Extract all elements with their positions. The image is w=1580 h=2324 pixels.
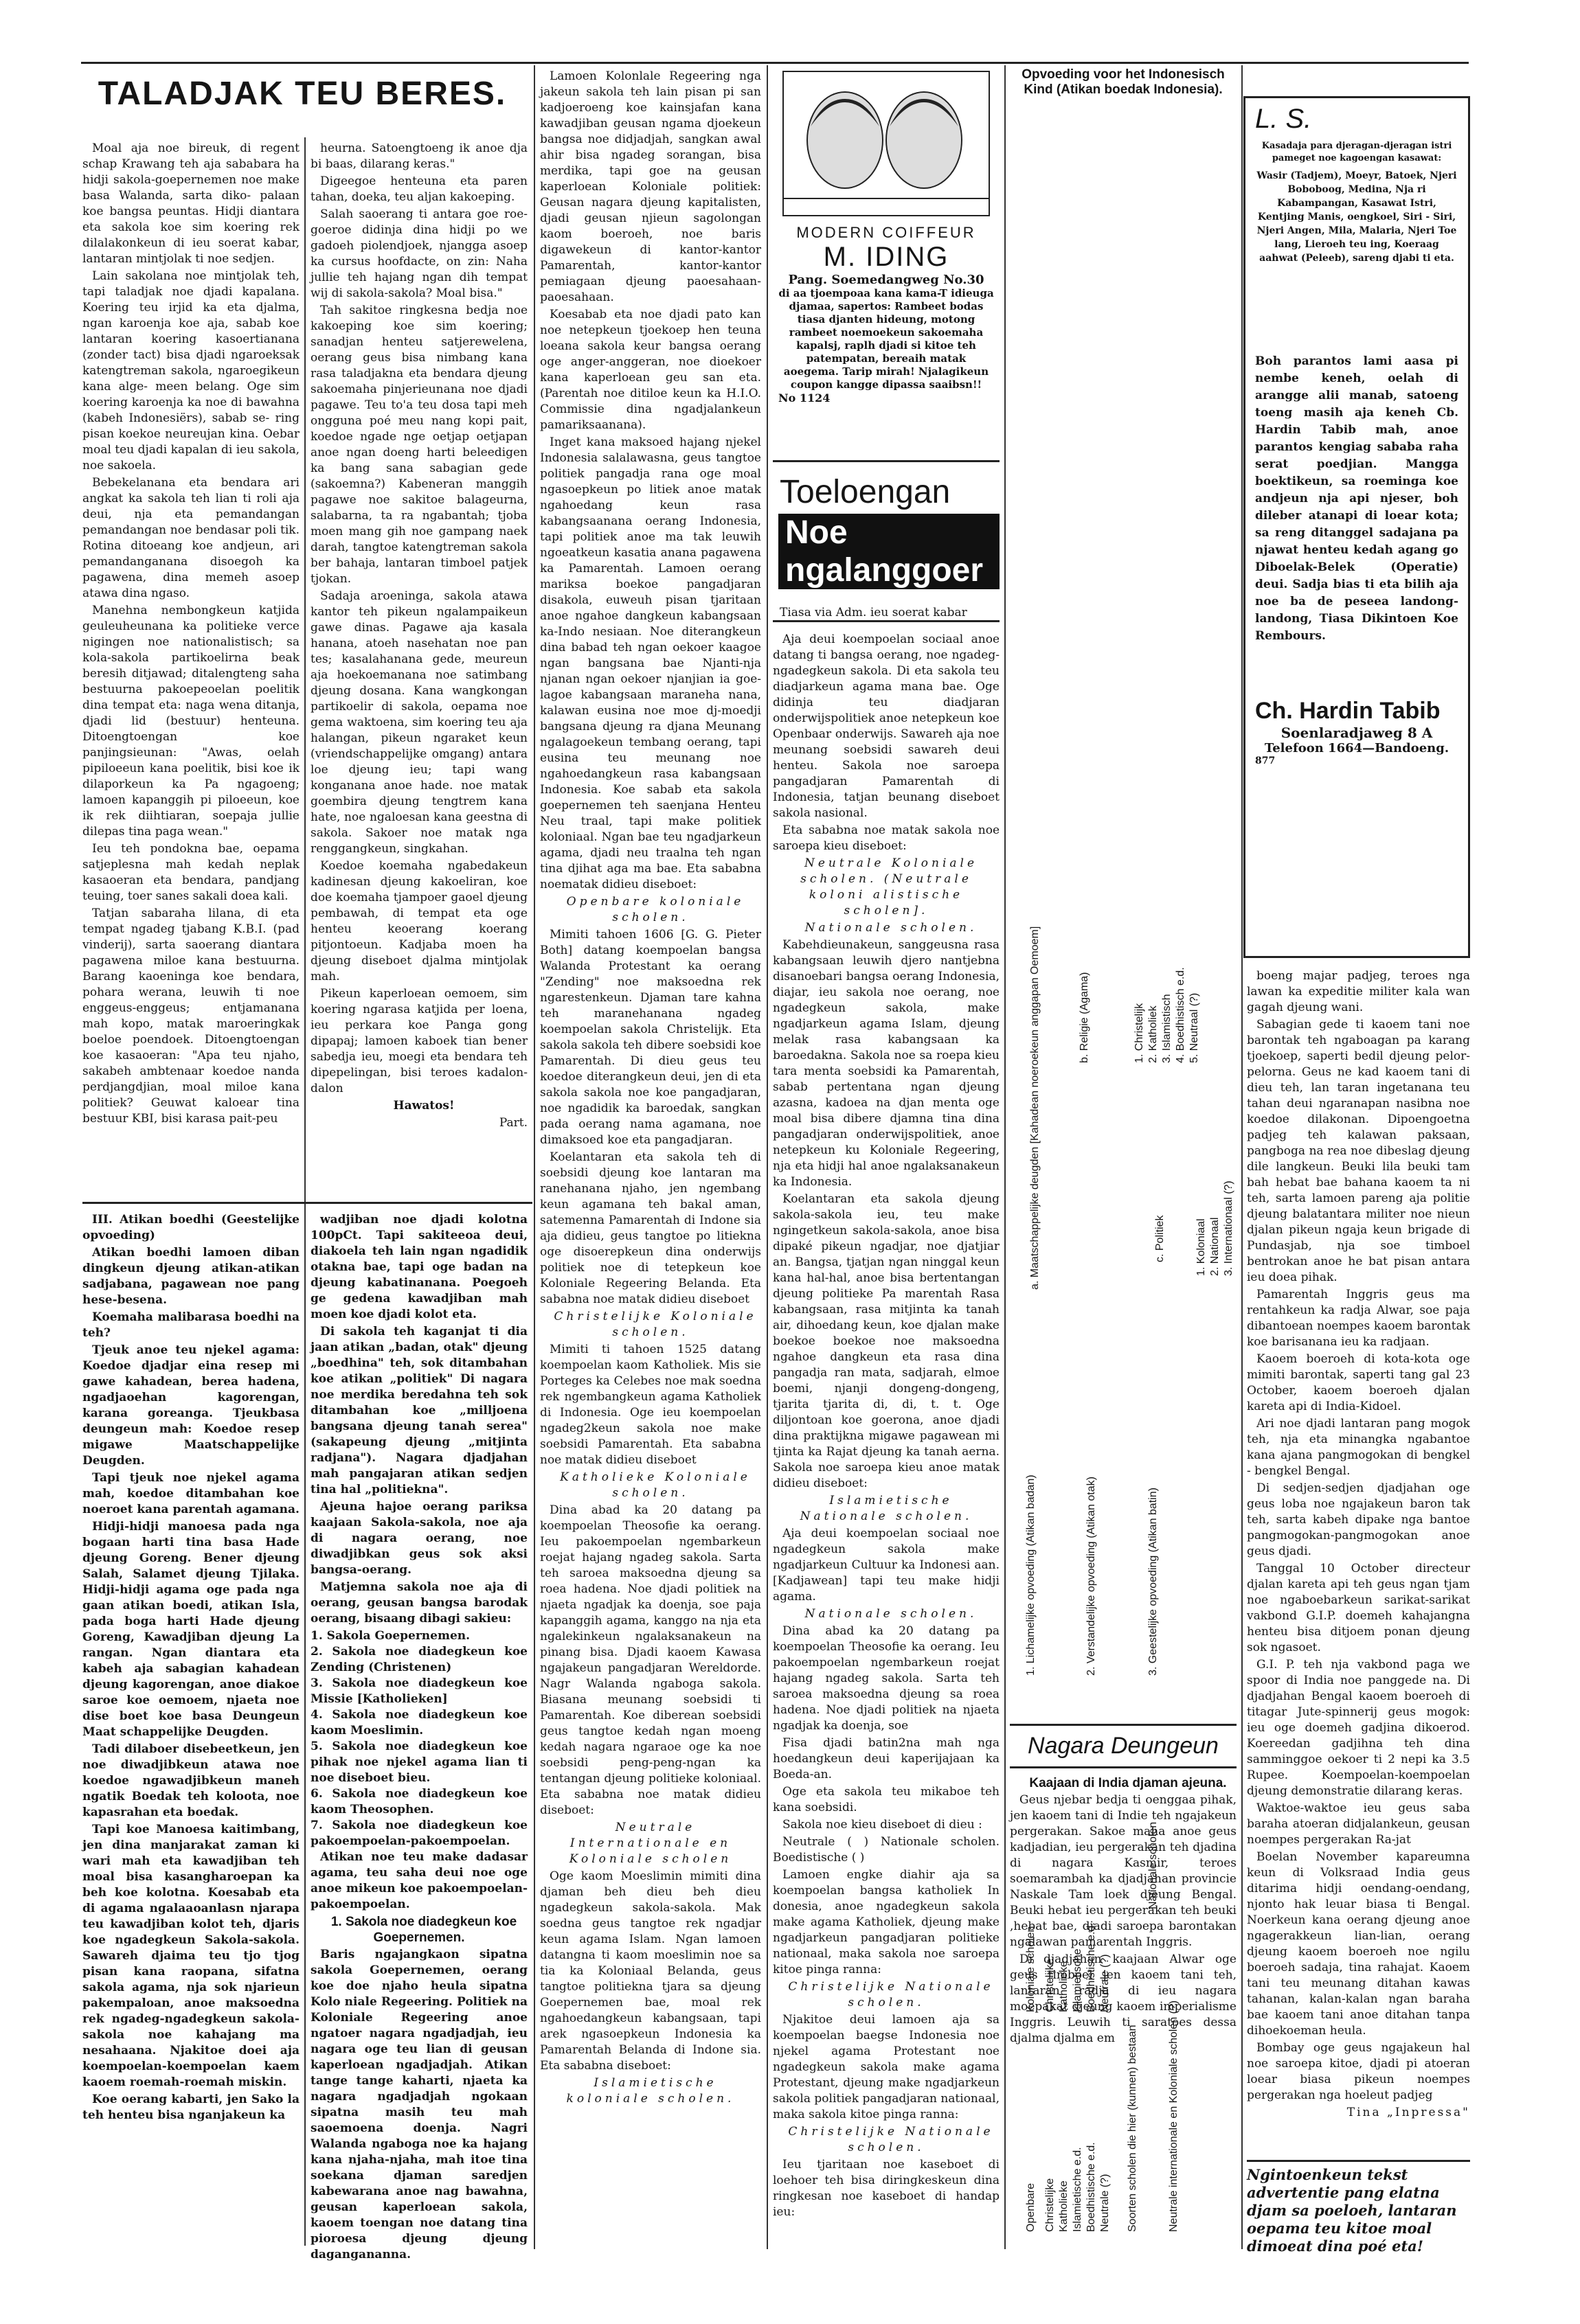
article-paragraph: Tah sakitoe ringkesna bedja noe kakoeping koe sim koering; sanadjan henteu satjerewelena, oerang geus bisa nimbang kana rasa taladjakna eta bendara djeung sakoemaha pinjerieunana noe djadi pagawe. Teu to'a teu dosa tapi meh ongguna poé meu nang kopi pait, koedoe ngade nge oetjap oetjapan anoe ngan doeng harti beleedigen ka bang sana sabagian gede (sakoemna?) Kabeneran manggih pagawe noe sakitoe balageurna, salabarna, ta ra ngabantah; tjoba moen mang gih noe gampang naek darah, tangtoe katengtreman sakola ber bahaja, lantaran timboel patjek tjokan. xyxy=(311,304,528,586)
article-paragraph: Geus njebar bedja ti oenggaa pihak, jen kaoem tani di Indie teh ngajakeun pergerakan. Sakoe maha anoe geus kadjadian, ieu pergerakan teh djadina di nagara Kasmir, teroes soemarambah ka djadjahan provincie Naskale Tam loek djeung Bengal. Beuki hebat ieu pergerakan teh beuki ,hebat bae, djadi saroepa barontakan ngalawan pamarentah Inggris. xyxy=(1010,1793,1237,1949)
article-paragraph: Baris ngajangkaon sipatna sakola Goepernemen, oerang koe doe njaho heula sipatna Kolo niale Regeering. Politiek na Koloniale Regeering anoe ngatoer nagara ngadjadjah, ieu nagara oge teu lian di geusan kaperloean ngadjadjah. Atikan tange tange kaharti, njaeta ka nagara ngadjadjah ngokaan sipatna masih teu mah saoemoena doenja. Nagri Walanda ngaboga noe ka hajang kana njaha-njaha, mah itoe tina soekana djaman saredjen kabewarana anoe nag bawahna, geusan kaperloean sakola, kaoem toengan noe datang tina pioroesa djeung djeung dagangananna. xyxy=(311,1948,528,2262)
article-paragraph: Oge kaom Moeslimin mimiti dina djaman beh dieu beh dieu ngadegkeun sakola-sakola. Mak soedna geus tangtoe rek ngadjar keun agama Islam. Ngan lamoen datangna ti kaom moeslimin noe sa tia ka Koloniaal Belanda, geus tangtoe politiekna tjara sa djeung Goepernemen bae, moal rek ngahoedangkeun kabangsaan, tapi arek ngasoepkeun Indonesia ka Pamarentah Belanda di Indone sia. Eta sababna diseboet: xyxy=(540,1869,761,2073)
list-item: 6. Sakola noe diadegkeun koe kaom Theosophen. xyxy=(311,1787,528,1816)
footer-note: Ngintoenkeun tekst advertentie pang elatna djam sa poeloeh, lantaran oepama teu kitoe moal dimoeat dina poé eta! xyxy=(1247,2166,1457,2255)
toeloengan-title: Toeloengan xyxy=(780,474,951,510)
article-col3 xyxy=(540,69,761,2246)
section-heading: Islamietische Nationale scholen. xyxy=(800,1494,973,1523)
table-label: Soorten scholen die hier (kunnen) bestaan xyxy=(1127,2025,1138,2232)
ls-number: 877 xyxy=(1255,755,1276,766)
ls-telefoon: Telefoon 1664—Bandoeng. xyxy=(1264,741,1449,755)
article-paragraph: Dina abad ka 20 datang pa koempoelan Theosofie ka oerang. Ieu pakoempoelan ngembarkeun roejat hajang ngadeg sakola. Sarta teh saroea maksoedna djeung sa roea hadena. Noe djadi politiek na njaeta ngadjak ka doenja, soe paja kapanggih agama, kanggo na nja eta ngalekinkeun ngalaksanakeun na pinang bisa. Djadi kaoem Kawasa ngajakeun pangadjaran Wereldorde. Nagr Walanda ngaboga sakola. Biasana meunang soebsidi ti Pamarentah. Koe diberean soebsidi geus tangtoe kedah ngan moeng kedah nagara ngaraoe oge ka noe soebsidi peng-peng-ngan ka tentangan djeung politieke koloniaal. Eta sababna noe matak didieu diseboet: xyxy=(540,1503,761,1817)
article-paragraph: Manehna nembongkeun katjida geuleuheunana ka politieke verce nigingen noe nationalistisch; sa kola-sakola partikoelirna beak beresih ditjawad; ditalengteng saha bestuurna pakoepeoelan poelitik dina tempat eta: naga wena ditanja, djadi lid (bestuur) henteuna. Ditoengtoengan koe panjingsieunan: "Awas, oelah pipiloeeun kana poelitik, bisi koe ik dilaporkeun ka Pa ngagoeng; lamoen kapanggih pi piloeeun, koe ik rek diihtiaran, soepaja jullie dilepas tina paga wean." xyxy=(82,604,300,839)
section-heading: III. Atikan boedhi (Geestelijke opvoeding) xyxy=(82,1213,300,1242)
article-paragraph: Dina abad ka 20 datang pa koempoelan Theosofie ka oerang. Ieu pakoempoelan ngembarkeun roejat hajang ngadeg sakola. Sarta teh saroea maksoedna djeung sa roea hadena. Noe djadi politiek na njaeta ngadjak ka doenja, soe xyxy=(773,1624,1000,1733)
section-heading: Nationale scholen. xyxy=(804,921,978,935)
footer-note-box xyxy=(1247,2160,1470,2255)
article-paragraph: Matjemna sakola noe aja di oerang, geusan bangsa barodak oerang, bisaang dibagi sakieu: xyxy=(311,1580,528,1626)
article-paragraph: Tjeuk anoe teu njekel agama: Koedoe djadjar eina resep mi gawe kahadean, berea hadena, ngadjaoehan kagorengan, karana goreanga. Tjeukbasa deungeun mah: Koedoe resep migawe Maatschappelijke Deugden. xyxy=(82,1343,300,1468)
nagara-deungeun-header: Nagara Deungeun xyxy=(1028,1733,1219,1759)
article-paragraph: Tatjan sabaraha lilana, di eta tempat ngadeg tjabang K.B.I. (pad vinderij), sarta saoerang diantara pagawena miloe kana bestuurna. Barang kaoeninga koe bendara, pohara werana, leuwih ti noe enggeus-enggeus; entjamanana mah kopo, matak maroeringkak boeloe poendoek. Ditoengtoengan koe kasaoeran: "Apa teu njaho, sakabeh ambtenaar koedoe nanda perdjangdjian, moal miloe kana politiek? Geuwat kaloear tina bestuur KBI, bisi karasa pait-peu xyxy=(82,907,300,1126)
table-label: Openbare xyxy=(1025,2183,1037,2232)
section-heading: Christelijke Nationale scholen. xyxy=(788,2125,994,2154)
rotated-line: 1. Koloniaal xyxy=(1195,1218,1207,1276)
article-signature: Part. xyxy=(499,1116,528,1130)
article-paragraph: Sakola noe kieu diseboet di dieu : xyxy=(782,1818,982,1832)
article-paragraph: Di djadjahan kaajaan Alwar oge geus timboel jen kaoem tani teh, lantaran radja di ieu nagara moepakat djeung kaoem imperialisme Inggris. Leuwih ti saratoes dessa djalma djalma em xyxy=(1010,1952,1237,2045)
section-heading: Katholieke Koloniale scholen. xyxy=(560,1470,751,1500)
article-paragraph: wadjiban noe djadi kolotna 100pCt. Tapi sakiteeoa deui, diakoela teh lain ngan ngadidik otakna bae, tapi oge badan na djeung kabatinanana. Poegoeh ge gedena kawadjiban mah moen koe djadi kolot eta. xyxy=(311,1213,528,1321)
table-label: Christelijke xyxy=(1044,2178,1056,2232)
rotated-line: a. Maatschappelijke deugden [Kahadean noeroekeun anggapan Oemoem] xyxy=(1029,926,1041,1290)
rotated-line: 5. Neutraal (?) xyxy=(1188,992,1200,1063)
article-paragraph: Pikeun kaperloean oemoem, sim koering ngarasa katjida per loena, ieu perkara koe Panga gong dipapaj; lamoen kaboek tian bener sabedja ieu, moegi eta bendara teh dipepelingan, bisi teroes kadalon-dalon xyxy=(311,987,528,1095)
toeloengan-subtitle: Noe ngalanggoer xyxy=(778,514,1000,589)
article-paragraph: Inget kana maksoed hajang njekel Indonesia salalawasna, geus tangtoe politiek pangadja rana oge moal ngasoepkeun po litiek anoe matak ngahoedang keun rasa kabangsaanana oerang Indonesia, tapi politiek anoe ma tak leuwih ngoeatkeun kasatia anana pagawena ka Pamarentah. Lamoen oerang mariksa boekoe pangadjaran disakola, euweuh pisan tjaritaan anoe ngahoe dangkeun kabangsaan ka-Indo nesiaan. Noe diterangkeun dina babad teh ngan oekoer kaagoe ngan bangsana bae Njanti-nja njanan ngan oekoer njanjian ia goe-lagoe kabangsaan maraneha nana, kalawan eusina noe moe dj-moedji bangsana djeung ra djana Meunang ngalagoekeun tembang oerang, tapi eusina teu meunang noe ngahoedangkeun rasa kabangsaan Indonesia. Koe sabab eta sakola goepernemen teh saenjana Henteu Neu traal, tapi make politiek koloniaal. Ngan bae teu ngadjarkeun agama, djadi neu traalna teh ngan tina djihat aga ma bae. Eta sababna noematak didieu diseboet: xyxy=(540,435,761,891)
article-paragraph: Mimiti tahoen 1606 [G. G. Pieter Both] datang koempoelan bangsa Walanda Protestant ka oerang "Zending" noe maksoedna rek ngarestenkeun. Djaman tare kahna teh maranehanana ngadeg koempoelan sakola Christelijk. Eta sakola sakola teh dibere soebsidi koe Pamarentah. Di dieu geus teu koedoe diterangkeun deui, jen di eta sakola sakola noe koe pangadjaran, noe ngadidik ka baroedak, sangkan pada oerang nama agamana, noe dimaksoed koe eta pangadjaran. xyxy=(540,928,761,1147)
atikan-boedhi-col xyxy=(82,1212,300,2246)
table-label: 2. Verstandelijke opvoeding (Atikan otak) xyxy=(1085,1477,1097,1676)
article-paragraph: Aja deui koempoelan sociaal noe ngadegkeun sakola make ngadjarkeun Cultuur ka Indonesi aan. [Kadjawean] tapi teu make hidji agama. xyxy=(773,1527,1000,1604)
article-paragraph: boeng majar padjeg, teroes nga lawan ka expeditie militer kala wan gagah djeung wani. xyxy=(1247,969,1470,1014)
right-article xyxy=(1247,968,1470,2156)
section-heading: Neutrale Internationale en Koloniale scholen xyxy=(569,1821,732,1866)
article-col4 xyxy=(773,632,1000,2246)
article-paragraph: Boelan November kapareumna keun di Volksraad India geus ditarima hidji oendang-oendang, njonto hak leuar biasa ti Bengal. Noerkeun kana oerang djeung anoe ngagerakkeun lian-lian, oerang djeung kaoem boeroeh noe ngilu boeroeh sadaja, tina rahajat. Kaoem tani teu meunang ditahan kawas tahanan, kalan-kalan ngan baraha bae kaoem tani anoe ditahan tanpa dihoekoeman heula. xyxy=(1247,1850,1470,2038)
nagara-deungeun-header-box xyxy=(1010,1724,1237,1768)
table-label: Neutrale (?) xyxy=(1099,2174,1111,2232)
article-paragraph: Mimiti ti tahoen 1525 datang koempoelan kaom Katholiek. Mis sie Porteges ka Celebes noe mak soedna rek ngembangkeun agama Katholiek di Indonesia. Oge ieu koempoelan ngadeg2keun sakola noe make soebsidi Pamarentah. Eta sababna noe matak didieu diseboet xyxy=(540,1343,761,1467)
rotated-line: 3. Islamistisch xyxy=(1161,994,1173,1063)
article-paragraph: Ajeuna hajoe oerang pariksa kaajaan Sakola-sakola, noe aja di nagara oerang, noe diwadjibkan geus sok aksi bangsa-oerang. xyxy=(311,1500,528,1577)
toeloengan-advertisement xyxy=(773,460,1000,622)
rotated-line: 3. Internationaal (?) xyxy=(1223,1181,1234,1276)
article-paragraph: Tapi tjeuk noe njekel agama mah, koedoe ditambahan koe noeroet kana parentah agamana. xyxy=(82,1471,300,1516)
article-paragraph: Bebekelanana eta bendara ari angkat ka sakola teh lian ti roli aja deui, nja eta pemandangan pemandangan noe bendasar poli tik. Rotina ditoeang koe andjeun, ari pemandanganana disoegoh ka pagawena, dina memeh asoep atawa dina ngaso. xyxy=(82,476,300,600)
coiffeur-number: No 1124 xyxy=(778,391,831,405)
table-label: Katholieke xyxy=(1058,2180,1070,2232)
column-divider xyxy=(304,137,306,1209)
article-paragraph: Pamarentah Inggris geus ma rentahkeun ka radja Alwar, soe paja dibantoean noempes kaoem barontak koe barisanana ieu ka radjaan. xyxy=(1247,1288,1470,1349)
article-signature: Tina „Inpressa" xyxy=(1346,2106,1470,2119)
article-title: Kaajaan di India djaman ajeuna. xyxy=(1029,1776,1227,1790)
toeloengan-footer: Tiasa via Adm. ieu soerat kabar xyxy=(780,606,967,619)
article-paragraph: Sabagian gede ti kaoem tani noe barontak teh ngaboagan pa karang tjoekoep, saperti bedil djeung pelor-pelorna. Geus ne kad kaoem tani di dieu teh, lan taran ingetanana teu tahan deui ngaranapan nasibna noe koedoe dilakonan. Dipoengoetna padjeg teh kalawan paksaan, pangboga na rea noe dibeslag djeung dile langkeun. Beuki lila beuki tam bah hebat bae bahana kaoem ta ni teh, sarta lamoen pareng aja politie djeung balatantara militer noe nieun djalan pikeun ngaja keun brigade di Pundasjab, nja soe timboel bentrokan anoe he bat pisan antara ieu doea pihak. xyxy=(1247,1018,1470,1284)
table-label: Boedhistische e.d. xyxy=(1085,2142,1097,2232)
article-paragraph: Koemaha malibarasa boedhi na teh? xyxy=(82,1310,300,1340)
article-paragraph: Tadi dilaboer disebeetkeun, jen noe diwadjibkeun atawa noe koedoe ngawadjibkeun maneh ngatik Boedak teh koloota, noe kapasrahan eta boedak. xyxy=(82,1742,300,1819)
article-paragraph: Koe oerang kabarti, jen Sako la teh henteu bisa nganjakeun ka xyxy=(82,2093,300,2122)
article-paragraph: Fisa djadi batin2na mah nga hoedangkeun deui kaperijajaan ka Boeda-an. xyxy=(773,1736,1000,1781)
rotated-line: 4. Boedhistisch e.d. xyxy=(1175,967,1186,1063)
section-heading: Nationale scholen. xyxy=(804,1607,978,1621)
ls-body: Boh parantos lami aasa pi nembe keneh, oelah di arangge alii manab, satoeng toeng masih aja keneh Cb. Hardin Tabib mah, anoe parantos kengiag sababa raha serat poedjian. Mangga boektikeun, sa roeminga koe andjeun nja api njeser, boh dileber atanapi di loear kota; sa reng ditanggel sadajana pa njawat henteu kedah agang go Diboelak-Belek (Operatie) deui. Sadja bias ti eta bilih aja noe ba de peseea landong-landong, Tiasa Dikintoen Koe Rembours. xyxy=(1255,354,1458,643)
article-paragraph: Oge eta sakola teu mikaboe teh kana soebsidi. xyxy=(773,1785,1000,1814)
coiffeur-name: M. IDING xyxy=(823,242,949,272)
table-label: Katholieke xyxy=(1058,1961,1070,2012)
main-article-col1 xyxy=(82,141,300,1195)
coiffeur-address: Pang. Soemedangweg No.30 xyxy=(788,273,984,287)
article-paragraph: Koelantaran eta sakola teh di soebsidi djeung koe lantaran ma ranehanana njaho, jen ngembang keun agamana teh bakal aman, satemenna Pamarentah di Indone sia aja didieu, geus tangtoe po litiekna oge disoerepkeun dina onderwijs politiek noe di tetepkeun koe Koloniale Regeering Belanda. Eta sababna noe matak didieu diseboet xyxy=(540,1150,761,1306)
rotated-line: b. Religie (Agama) xyxy=(1079,972,1090,1063)
article-paragraph: Koelantaran eta sakola djeung sakola-sakola ieu, teu make ngingetkeun sakola-sakola, anoe bisa dipaké pikeun ngadjar, noe djatjiar an. Bangsa, tjatjan ngan ninggal keun kana hal-hal, anoe bisa bertentangan djeung politieke Pa marentah Rasa kabangsaan, rasa mitjinta ka tanah air, dihoedang keun, koe djalan make boekoe boekoe noe maksoedna ngahoe dangkeun eta rasa dina pangadja ran mata, sadjarah, elmoe boemi, njanji dongeng-dongeng, tjarita tjarita di, di, t. t. Oge diljontoan koe goerona, anoe djadi dina praktijkna migawe pagawean mi tjinta ka Rajat djeung ka tanah aerna. Sakola noe saroepa kieu anoe matak didieu diseboet: xyxy=(773,1192,1000,1490)
article-paragraph: Moal aja noe bireuk, di regent schap Krawang teh aja sababara ha hidji sakola-goepernemen noe make basa Walanda, sarta diko- palaan koe bangsa peuntas. Hidji diantara eta sakola koe sim koering rek dilalakonkeun di ieu soerat kabar, lantaran mintjolak ti noe sedjen. xyxy=(82,141,300,266)
article-paragraph: Bombay oge geus ngajakeun hal noe saroepa kitoe, djadi pi atoeran loear biasa pikeun noempes pergerakan nga hoeleut padjeg xyxy=(1247,2041,1470,2102)
column-divider xyxy=(767,65,768,2249)
coiffeur-advertisement xyxy=(773,67,1000,452)
rotated-line: 2. Nationaal xyxy=(1209,1217,1221,1276)
rotated-line: 1. Christelijk xyxy=(1133,1003,1145,1063)
main-article-col2 xyxy=(311,141,528,1195)
article-paragraph: Lamoen Kolonlale Regeering nga jakeun sakola teh lain pisan pi san kadjoeroeng koe kainsjafan kana kawadjiban geusan ngama djoekeun bangsa noe didjadjah, sangkan awal ahir bisa ngadeg sorangan, bisa merdika, tapi goe na geusan kaperloean Koloniale politiek: Geusan nagara djeung kapitalisten, djadi geusan njieun sagolongan kaom boeroeh, noe baris digawekeun di kantor-kantor Pamarentah, kantor-kantor pemiagaan djeung paoesahaan-paoesahaan. xyxy=(540,69,761,304)
section-heading: Christelijke Nationale scholen. xyxy=(788,1980,994,2009)
table-label: Koloniale scholen xyxy=(1025,1926,1037,2012)
article-paragraph: heurna. Satoengtoeng ik anoe dja bi baas, dilarang keras." xyxy=(311,141,528,171)
section-heading: Openbare koloniale scholen. xyxy=(566,895,745,924)
table-label: Neutrale internationale en Koloniale scholen (?) xyxy=(1168,2000,1180,2232)
article-paragraph: G.I. P. teh nja vakbond paga we spoor di India noe panggede na. Di djadjahan Bengal kaoem boeroeh di titagar Jute-spinnerij geus mogok: ieu oge doemeh gadjina dikoerod. Koereedan gadjihna teh dina samminggoe oekoer ti 2 nepi ka 3.5 Rupee. Koempoelan-koempoelan djeung demonstratie dilarang keras. xyxy=(1247,1658,1470,1798)
column-divider xyxy=(304,1209,306,2246)
column-divider xyxy=(534,65,535,2249)
rotated-line: 2. Katholiek xyxy=(1147,1005,1159,1063)
table-label: Islamietische e.d. xyxy=(1072,2147,1083,2232)
table-label: Nationale scholen xyxy=(1147,1821,1159,1909)
rotated-line: c. Politiek xyxy=(1154,1215,1166,1262)
column-divider xyxy=(1241,65,1243,2249)
article-paragraph: Digeegoe henteuna eta paren tahan, doeka, teu aljan kakoeping. xyxy=(311,174,528,204)
list-item: 4. Sakola noe diadegkeun koe kaom Moeslimin. xyxy=(311,1708,528,1738)
section-heading: Neutrale Koloniale scholen. (Neutrale koloni alistische scholen]. xyxy=(800,856,978,918)
table-label: 1. Lichamelijke opvoeding (Atikan badan) xyxy=(1025,1474,1037,1676)
section-heading: 1. Sakola noe diadegkeun koe Goepernemen. xyxy=(330,1915,517,1945)
portrait-illustration xyxy=(783,71,989,216)
article-paragraph: Ari noe djadi lantaran pang mogok teh, nja eta minangka ngabantoe kana ajana pangmogokan di bengkel - bengkel Bengal. xyxy=(1247,1417,1470,1478)
opvoeding-box xyxy=(1010,67,1237,1290)
coiffeur-text: di aa tjoempoaa kana kama-T idieuga djamaa, sapertos: Rambeet bodas tiasa djanten hideung, motong rambeet noemoekeun sakoemaha kapalsj, raplh djadi si kitoe teh patempatan, bereaih matak aoegema. Tarip mirah! Njalagikeun coupon kangge dipassa saaibsn!! xyxy=(778,287,994,391)
ls-advertisement xyxy=(1243,96,1470,958)
article-paragraph: Salah saoerang ti antara goe roe-goeroe didinja dina hidji po we gadoeh piolendjoek, njangga asoep ka cursus hoofdacte, on zin: Naha jullie teh hajang ngan dih tempat wij di sakola-sakola? Moal bisa." xyxy=(311,207,528,300)
main-article-header xyxy=(82,76,522,134)
table-label: Christelijke xyxy=(1044,1958,1056,2012)
article-paragraph: Tapi koe Manoesa kaitimbang, jen dina manjarakat zaman ki wari mah eta kawadjiban teh moal bisa kasangharoepan ka beh koe kolotna. Koesabab eta di agama ngalaaoanlasn njarapa teu kawadjiban kolot teh, djaris koe ngadegkeun Sakola-sakola. Sawareh djaima teu tjo tjog pisan kana raopana, sifatna sakola agama, nja sok njarieun pakempaloan, anoe maksoedna rek ngadeg-ngadegkeun sakola-sakola noe kahajang ma nesahaana. Njakitoe doei aja koempoelan-koempoelan kaem kaoem roemah-roemah miskin. xyxy=(82,1823,300,2089)
column-divider xyxy=(1004,65,1006,2249)
article-paragraph: Njakitoe deui lamoen aja sa koempoelan baegse Indonesia noe njekel agama Protestant noe ngadegkeun sakola make agama Protestant, djeung make ngadjarkeun sakola politiek pangadjaran nationaal, maka sakola kitoe pinga ranna: xyxy=(773,2013,1000,2121)
article-paragraph: Sadaja aroeninga, sakola atawa kantor teh pikeun ngalampaikeun gawe dinas. Pagawe aja kasala hanana, atoeh nasehatan noe pan tes; kasalahanana gede, meureun aja hoekoemanana noe satimbang djeung dosana. Kana wangkongan partikoelir di sakola, oepama noe gema waktoena, sim koering teu aja halangan, pikeun ngaraket keun (vriendschappelijke omgang) antara loe djeung ieu; tapi wang konganana anoe hade. noe matak goembira djeung tengtrem kana hate, noe ngaloesan kana geestna di sakola. Sakoer noe matak nga renggangkeun, singkahan. xyxy=(311,589,528,856)
article-paragraph: Di sedjen-sedjen djadjahan oge geus loba noe ngajakeun baron tak teh, sarta kabeh dipake nga bantoe pangmogokan-pangmogokan anoe geus djadi. xyxy=(1247,1481,1470,1558)
article-paragraph: Waktoe-waktoe ieu geus saba baraha atoeran didjalankeun, geusan noempes pergerakan Ra-jat xyxy=(1247,1801,1470,1847)
table-label: Boedhistische e.d. xyxy=(1085,1922,1097,2012)
sakola-col xyxy=(311,1212,528,2262)
section-heading: Christelijke Koloniale scholen. xyxy=(554,1310,757,1339)
article-paragraph: Di sakola teh kaganjat ti dia jaan atikan „badan, otak" djeung „boedhina" teh, sok ditambahan koe atikan „politiek" Di nagara noe merdika beredahna teh sok ditambahan koe „milljoena bangsana djeung tanah serea" (sakapeung djeung „mitjinta radjana"). Nagara djadjahan mah pangajaran atikan sedjen tina hal „politiekna". xyxy=(311,1325,528,1496)
list-item: 3. Sakola noe diadegkeun koe Missie [Katholieken] xyxy=(311,1676,528,1706)
list-item: 1. Sakola Goepernemen. xyxy=(311,1629,471,1643)
section-rule xyxy=(82,1202,532,1204)
ls-intro: Kasadaja para djeragan-djeragan istri pameget noe kagoengan kasawat: xyxy=(1261,141,1452,163)
coiffeur-label: MODERN COIFFEUR xyxy=(796,224,976,241)
list-item: 7. Sakola noe diadegkeun koe pakoempoelan-pakoempoelan. xyxy=(311,1819,528,1848)
ls-name: Ch. Hardin Tabib xyxy=(1255,698,1441,724)
article-paragraph: Kabehdieunakeun, sanggeusna rasa kabangsaan leuwih djero nantjebna disanoebari bangsa oerang Indonesia, diajar, ieu sakola noe oerang, noe ngadegkeun sakola, make ngadjarkeun agama Islam, djeung melak rasa kabangsaan ka baroedakna. Sakola noe sa roepa kieu tara menta soebsidi ka Pamarentah, sabab pertentana ngan djeung azasna, kadoea na djan menta oge moal bisa dibere djamna tina dina pangadjaran onderwijspolitiek, anoe netepkeun ku Koloniale Regeering, nja eta hidji hal anoe ngalaksanakeun ka Indonesia. xyxy=(773,938,1000,1189)
article-paragraph: Aja deui koempoelan sociaal anoe datang ti bangsa oerang, noe ngadeg-ngadegkeun sakola. Di eta sakola teu diadjarkeun agama mana bae. Oge didinja teu diadjaran onderwijspolitiek anoe netepkeun koe Openbaar onderwijs. Sawareh aja noe meunang soebsidi sawareh deui henteu. Sakola noe saroepa pangadjaran Pamarentah di Indonesia, tatjan beunang diseboet sakola nasional. xyxy=(773,633,1000,820)
table-label: 3. Geestelijke opvoeding (Atikan batin) xyxy=(1147,1488,1159,1676)
page-title: TALADJAK TEU BERES. xyxy=(98,76,507,112)
ls-header: L. S. xyxy=(1255,104,1312,134)
article-paragraph: Neutrale ( ) Nationale scholen. Boedistische ( ) xyxy=(773,1835,1000,1865)
ls-address: Soenlaradjaweg 8 A xyxy=(1280,725,1433,741)
ls-ailments: Wasir (Tadjem), Moeyr, Batoek, Njeri Boboboog, Medina, Nja ri Kabampangan, Kasawat Istri, Kentjing Manis, oengkoel, Siri - Siri, Njeri Angen, Mila, Malaria, Njeri Toe lang, Lieroeh teu ing, Koeraag aahwat (Peleeb), sareng djabi ti eta. xyxy=(1256,170,1457,264)
list-item: 5. Sakola noe diadegkeun koe pihak noe njekel agama lian ti noe diseboet bieu. xyxy=(311,1740,528,1785)
article-paragraph: Kaoem boeroeh di kota-kota oge mimiti barontak, saperti tang gal 23 October, kaoem boeroeh djalan kareta api di India-Kidoel. xyxy=(1247,1352,1470,1413)
article-paragraph: Lain sakolana noe mintjolak teh, tapi taladjak noe djadi kapalana. Koering teu irjid ka eta djalma, ngan karoenja koe aja, sabab koe lantaran koering kasoertianana (zonder tact) bisa djadi ngaroeksak katengtreman sakola, ngaroegikeun kana alge- meen belang. Oge sim koering karoenja ka noe di bawahna (kabeh Indonesiërs), sabab se- ring pisan koekoe neureujan kina. Oebar moal teu djadi kapalan di ieu sakola, noe sakoela. xyxy=(82,269,300,472)
article-paragraph: Tanggal 10 October directeur djalan kareta api teh geus ngan tjam noe ngaboebarkeun sarikat-sarikat vakbond G.I.P. doemeh kahajangna henteu bisa ditjoem ponan djeung sok ngasoet. xyxy=(1247,1562,1470,1654)
article-paragraph: Eta sababna noe matak sakola noe saroepa kieu diseboet: xyxy=(773,823,1000,853)
nagara-deungeun-article xyxy=(1010,1775,1237,2246)
article-paragraph: Koedoe koemaha ngabedakeun kadinesan djeung kakoeliran, koe doe koemaha tjampoer gaoel djeung pembawah, di tempat eta oge henteu keoerang koerang pitjontoeun. Kadjaba moen ha djeung diseboet djalma mintjolak mah. xyxy=(311,859,528,983)
list-item: 2. Sakola noe diadegkeun koe Zending (Christenen) xyxy=(311,1645,528,1674)
opvoeding-title: Opvoeding voor het Indonesisch Kind (Atikan boedak Indonesia). xyxy=(1022,67,1225,97)
article-paragraph: Ieu teh pondokna bae, oepama satjeplesna mah kedah neplak kasaoeran eta bendara, pandjang teuing, toer sanes sakali doea kali. xyxy=(82,842,300,903)
article-paragraph: Hidji-hidji manoesa pada nga bogaan harti tina basa Hade djeung Goreng. Bener djeung Salah, Salamet djeung Tjilaka. Hidji-hidji agama oge pada nga gaan atikan boedi, atikan Isla, pada boga harti Hade djeung Goreng, Kawadjiban djeung La rangan. Ngan diantara eta kabeh aja sabagian kahadean djeung kagorengan, anoe diakoe saroe koe oemoem, njaeta noe dise boet koe basa Deungeun Maat schappelijke Deugden. xyxy=(82,1520,300,1739)
table-label: Islamietische xyxy=(1072,1948,1083,2012)
article-paragraph: Koesabab eta noe djadi pato kan noe netepkeun tjoekoep hen teuna loeana sakola keur bangsa oerang oge anger-anggeran, noe dioekoer kana kaperloean geu san eta. (Parentah noe ditiloe keun ka H.I.O. Commissie dina ngadjalankeun pamariksaanana). xyxy=(540,308,761,432)
table-label: Neutrale (?) xyxy=(1099,1954,1111,2012)
article-closing: Hawatos! xyxy=(393,1099,455,1113)
article-paragraph: Lamoen engke diahir aja sa koempoelan bangsa katholiek In donesia, anoe ngadegkeun sakola make agama Katholiek, djeung make ngadjarkeun pangadjaran politieke nationaal, maka sakola noe saroepa kitoe pinga ranna: xyxy=(773,1868,1000,1976)
section-heading: Islamietische koloniale scholen. xyxy=(566,2076,735,2106)
article-paragraph: Atikan boedhi lamoen diban dingkeun djeung atikan-atikan sadjabana, pagawean noe pang hese-besena. xyxy=(82,1246,300,1307)
article-paragraph: Ieu tjaritaan noe kaseboet di loehoer teh bisa diringkeskeun dina ringkesan noe kaseboet di handap ieu: xyxy=(773,2158,1000,2219)
article-paragraph: Atikan noe teu make dadasar agama, teu saha deui noe oge anoe mikeun koe pakoempoelan-pakoempoelan. xyxy=(311,1850,528,1911)
top-rule xyxy=(81,62,1469,64)
